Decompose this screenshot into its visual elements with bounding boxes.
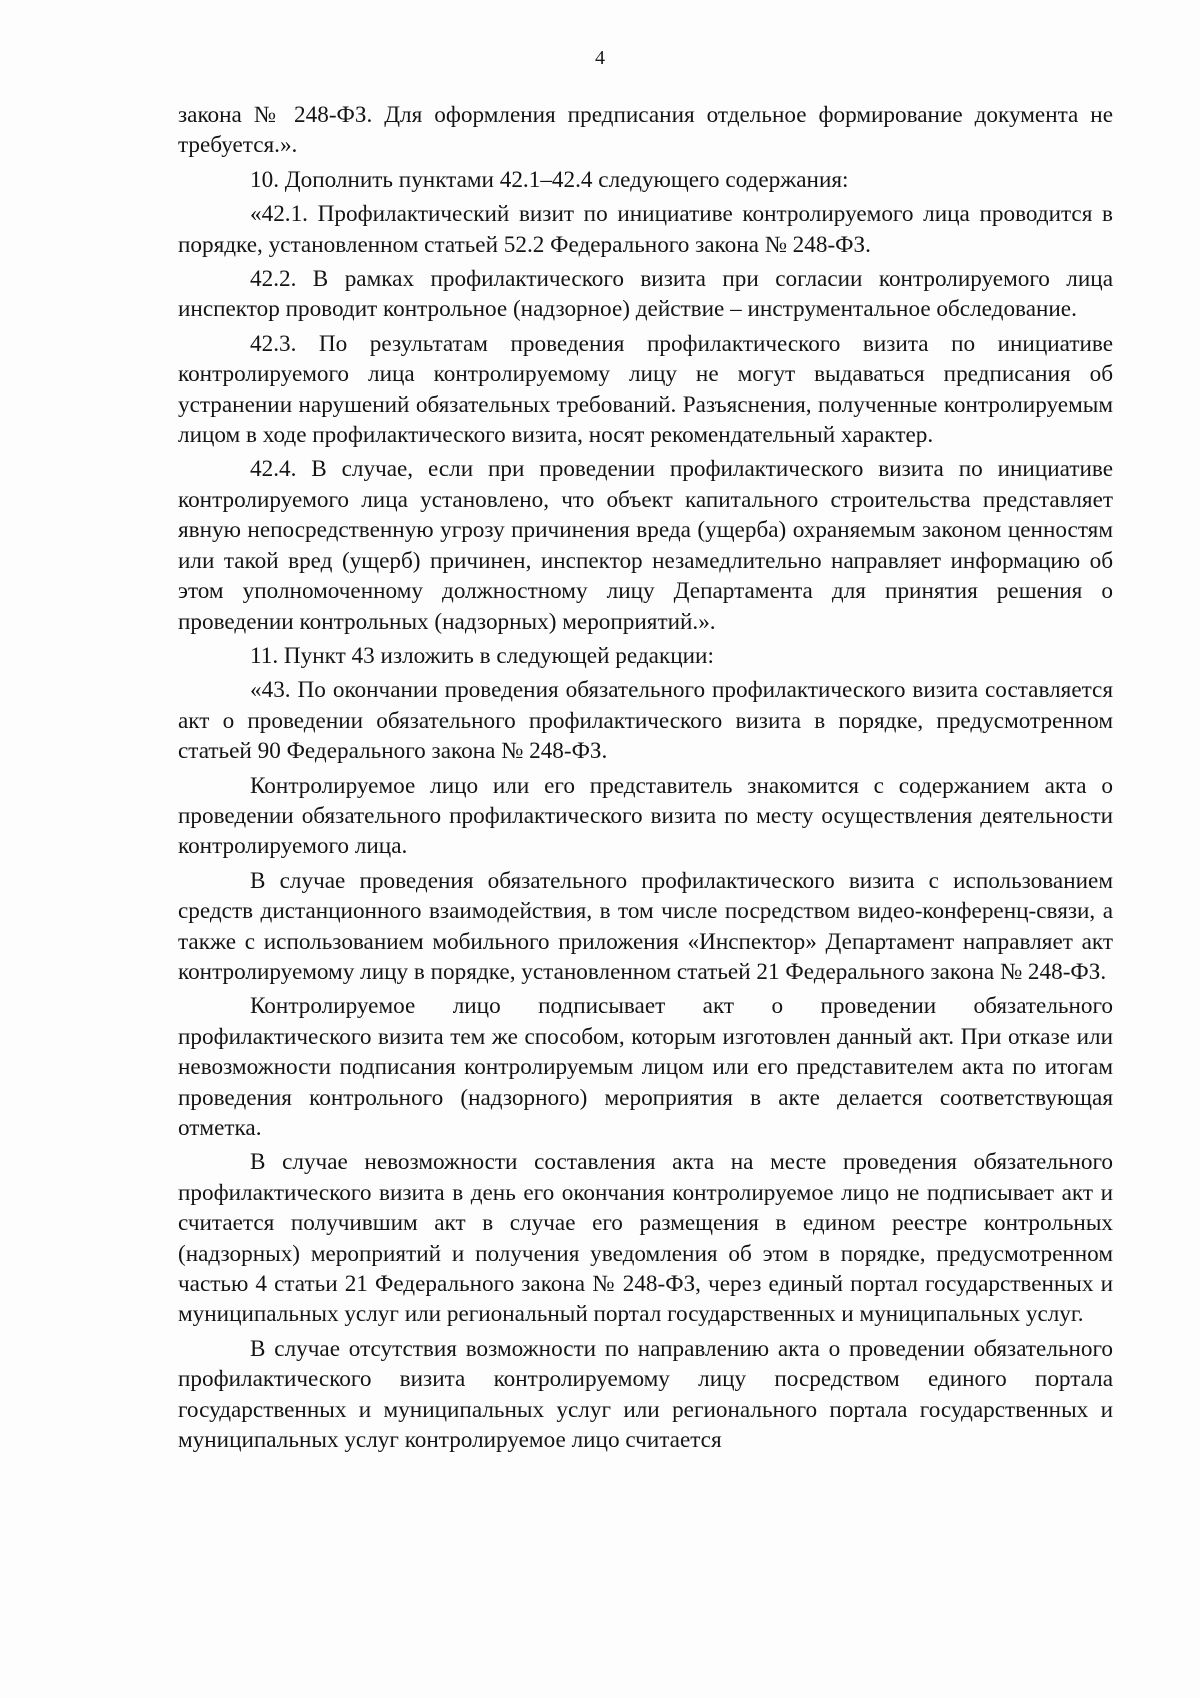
paragraph: «43. По окончании проведения обязательного профилактического визита составляется акт о проведении обязательного профилактического визита в порядке, предусмотренном статьей 90 Федерального закона № 248-ФЗ. xyxy=(178,677,1113,765)
paragraph: закона № 248-ФЗ. Для оформления предписания отдельное формирование документа не требуется.». xyxy=(178,102,1113,159)
paragraph: 42.3. По результатам проведения профилактического визита по инициативе контролируемого лица контролируемому лицу не могут выдаваться предписания об устранении нарушений обязательных требований. Разъяснения, полученные контролируемым лицом в ходе профилактического визита, носят рекомендательный характер. xyxy=(178,330,1113,449)
paragraph: 42.2. В рамках профилактического визита при согласии контролируемого лица инспектор проводит контрольное (надзорное) действие – инструментальное обследование. xyxy=(178,266,1113,323)
paragraph: Контролируемое лицо или его представитель знакомится с содержанием акта о проведении обязательного профилактического визита по месту осуществления деятельности контролируемого лица. xyxy=(178,772,1113,860)
paragraph: «42.1. Профилактический визит по инициативе контролируемого лица проводится в порядке, установленном статьей 52.2 Федерального закона № 248-ФЗ. xyxy=(178,201,1113,258)
page-number: 4 xyxy=(595,47,605,69)
paragraph: 10. Дополнить пунктами 42.1–42.4 следующего содержания: xyxy=(250,166,849,193)
paragraph: В случае невозможности составления акта на месте проведения обязательного профилактического визита в день его окончания контролируемое лицо не подписывает акт и считается получившим акт в случае его размещения в едином реестре контрольных (надзорных) мероприятий и получения уведомления об этом в порядке, предусмотренном частью 4 статьи 21 Федерального закона № 248-ФЗ, через единый портал государственных и муниципальных услуг или региональный портал государственных и муниципальных услуг. xyxy=(178,1149,1113,1328)
paragraph: 42.4. В случае, если при проведении профилактического визита по инициативе контролируемого лица установлено, что объект капитального строительства представляет явную непосредственную угрозу причинения вреда (ущерба) охраняемым законом ценностям или такой вред (ущерб) причинен, инспектор незамедлительно направляет информацию об этом уполномоченному должностному лицу Департамента для принятия решения о проведении контрольных (надзорных) мероприятий.». xyxy=(178,456,1113,635)
document-body xyxy=(178,100,1113,1459)
paragraph: В случае проведения обязательного профилактического визита с использованием средств дистанционного взаимодействия, в том числе посредством видео-конференц-связи, а также с использованием мобильного приложения «Инспектор» Департамент направляет акт контролируемому лицу в порядке, установленном статьей 21 Федерального закона № 248-ФЗ. xyxy=(178,867,1113,985)
paragraph: В случае отсутствия возможности по направлению акта о проведении обязательного профилактического визита контролируемому лицу посредством единого портала государственных и муниципальных услуг или регионального портала государственных и муниципальных услуг контролируемое лицо считается xyxy=(178,1335,1113,1454)
paragraph: Контролируемое лицо подписывает акт о проведении обязательного профилактического визита тем же способом, которым изготовлен данный акт. При отказе или невозможности подписания контролируемым лицом или его представителем акта по итогам проведения контрольного (надзорного) мероприятия в акте делается соответствующая отметка. xyxy=(178,993,1113,1141)
paragraph: 11. Пункт 43 изложить в следующей редакции: xyxy=(250,642,714,669)
